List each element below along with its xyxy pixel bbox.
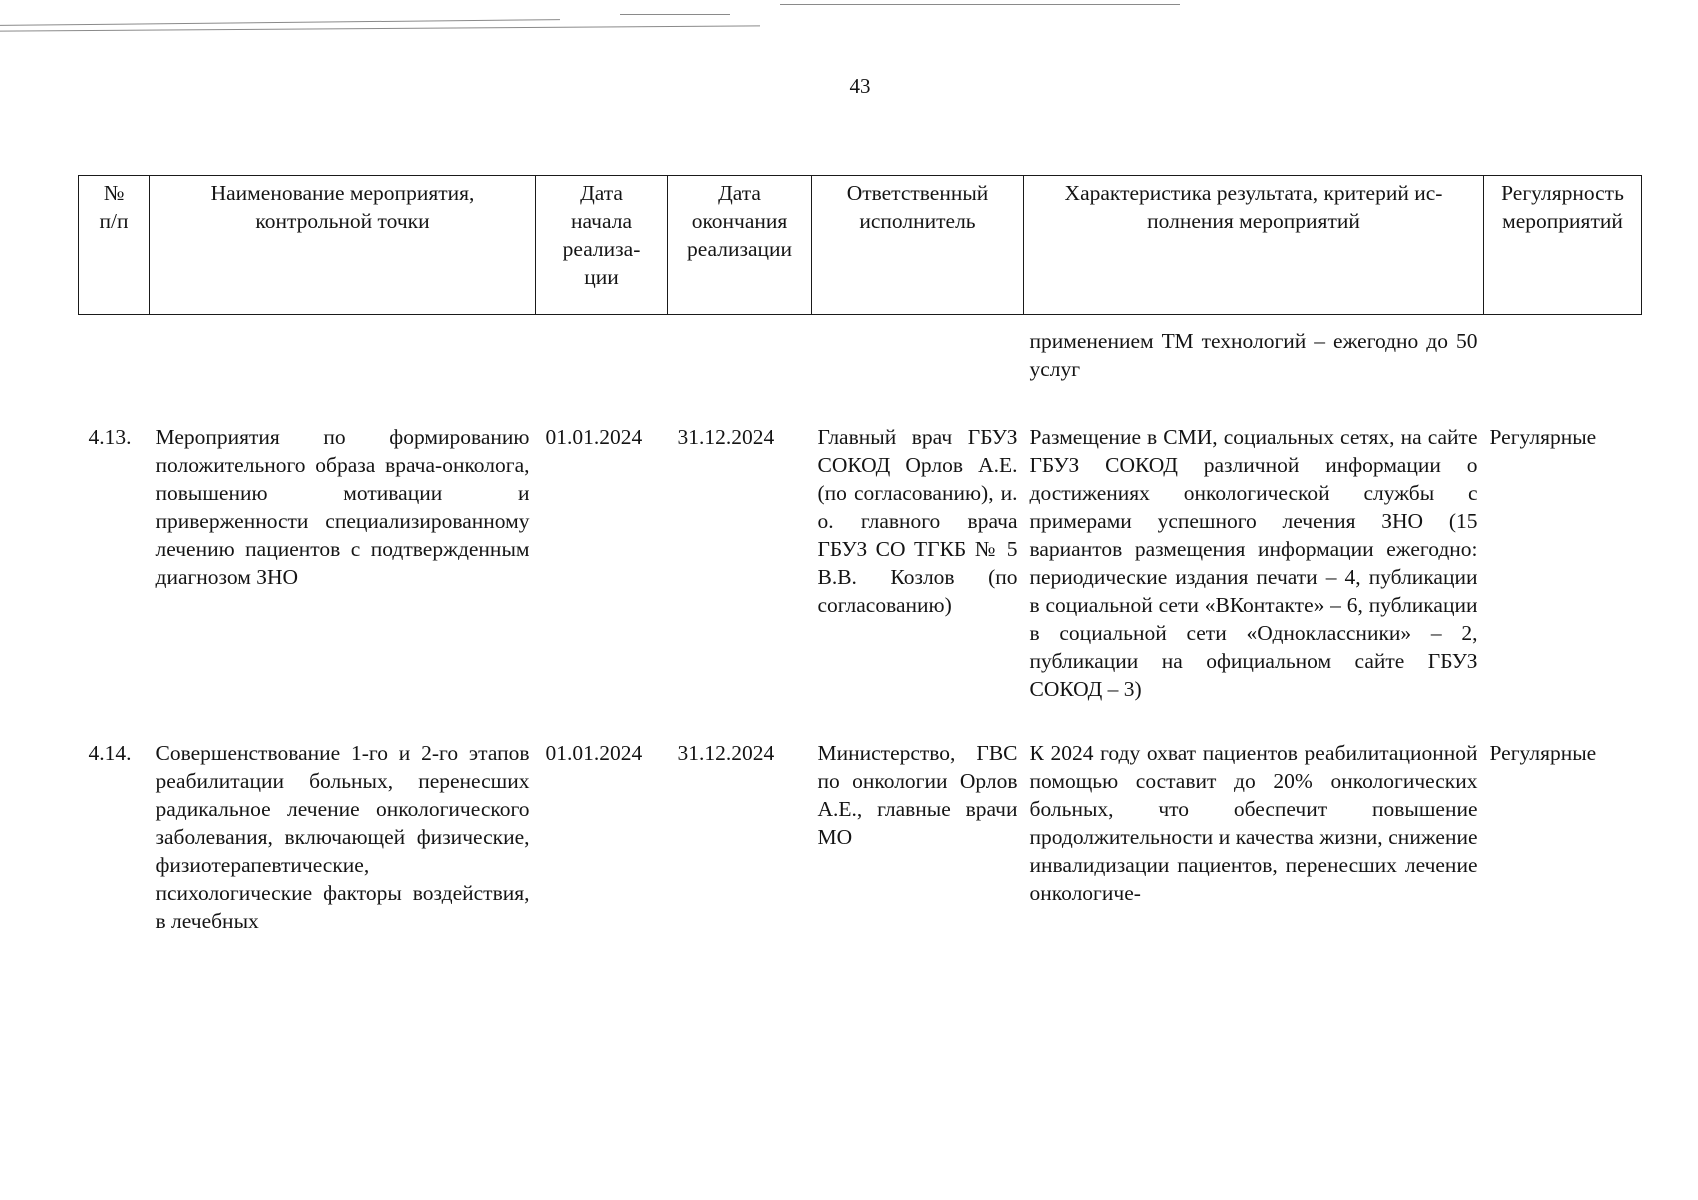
row-start-date: 01.01.2024 xyxy=(545,741,643,765)
header-start-date: Дата начала реализа- ции xyxy=(536,176,668,315)
row-activity-name: Мероприятия по формированию положительного образа врача-онколога, повышению мотивации и приверженности специализированному лечению пациентов с подтвержденным диагнозом ЗНО xyxy=(155,425,530,589)
table-header-row xyxy=(79,176,1642,315)
header-number: № п/п xyxy=(79,176,150,315)
row-end-date: 31.12.2024 xyxy=(677,425,775,449)
header-end-date: Дата окончания реализации xyxy=(668,176,812,315)
table-row-continuation xyxy=(79,315,1642,424)
row-result: Размещение в СМИ, социальных сетях, на сайте ГБУЗ СОКОД различной информации о достижениях онкологической службы с примерами успешного лечения ЗНО (15 вариантов размещения информации ежегодно: периодические издания печати – 4, публикации в социальной сети «ВКонтакте» – 6, публикации в социальной сети «Одноклассники» – 2, публикации на официальном сайте ГБУЗ СОКОД – 3) xyxy=(1029,425,1478,701)
header-result: Характеристика результата, критерий ис- полнения мероприятий xyxy=(1024,176,1484,315)
activities-table xyxy=(78,175,1642,971)
scan-artifact-line xyxy=(620,14,730,15)
row-responsible: Министерство, ГВС по онкологии Орлов А.Е., главные врачи МО xyxy=(817,741,1018,849)
table-row xyxy=(79,423,1642,739)
header-activity-name: Наименование мероприятия, контрольной точки xyxy=(150,176,536,315)
page-number: 43 xyxy=(849,74,871,98)
scan-artifact-line xyxy=(0,25,760,31)
row-start-date: 01.01.2024 xyxy=(545,425,643,449)
row-regularity: Регулярные xyxy=(1489,741,1597,765)
scan-artifact-line xyxy=(780,4,1180,5)
row-end-date: 31.12.2024 xyxy=(677,741,775,765)
row-activity-name: Совершенствование 1-го и 2-го этапов реабилитации больных, перенесших радикальное лечение онкологического заболевания, включающей физические, физиотерапевтические, психологические факторы воздействия, в лечебных xyxy=(155,741,530,933)
row-responsible: Главный врач ГБУЗ СОКОД Орлов А.Е. (по согласованию), и. о. главного врача ГБУЗ СО ТГКБ № 5 В.В. Козлов (по согласованию) xyxy=(817,425,1018,617)
header-responsible: Ответственный исполнитель xyxy=(812,176,1024,315)
scan-artifact-line xyxy=(0,19,560,26)
continuation-text: применением ТМ технологий – ежегодно до 50 услуг xyxy=(1029,329,1478,381)
row-number: 4.13. xyxy=(88,425,132,449)
table-row xyxy=(79,739,1642,971)
header-regularity: Регулярность мероприятий xyxy=(1484,176,1642,315)
row-regularity: Регулярные xyxy=(1489,425,1597,449)
row-number: 4.14. xyxy=(88,741,132,765)
row-result: К 2024 году охват пациентов реабилитационной помощью составит до 20% онкологических больных, что обеспечит повышение продолжительности и качества жизни, снижение инвалидизации пациентов, перенесших лечение онкологиче- xyxy=(1029,741,1478,905)
